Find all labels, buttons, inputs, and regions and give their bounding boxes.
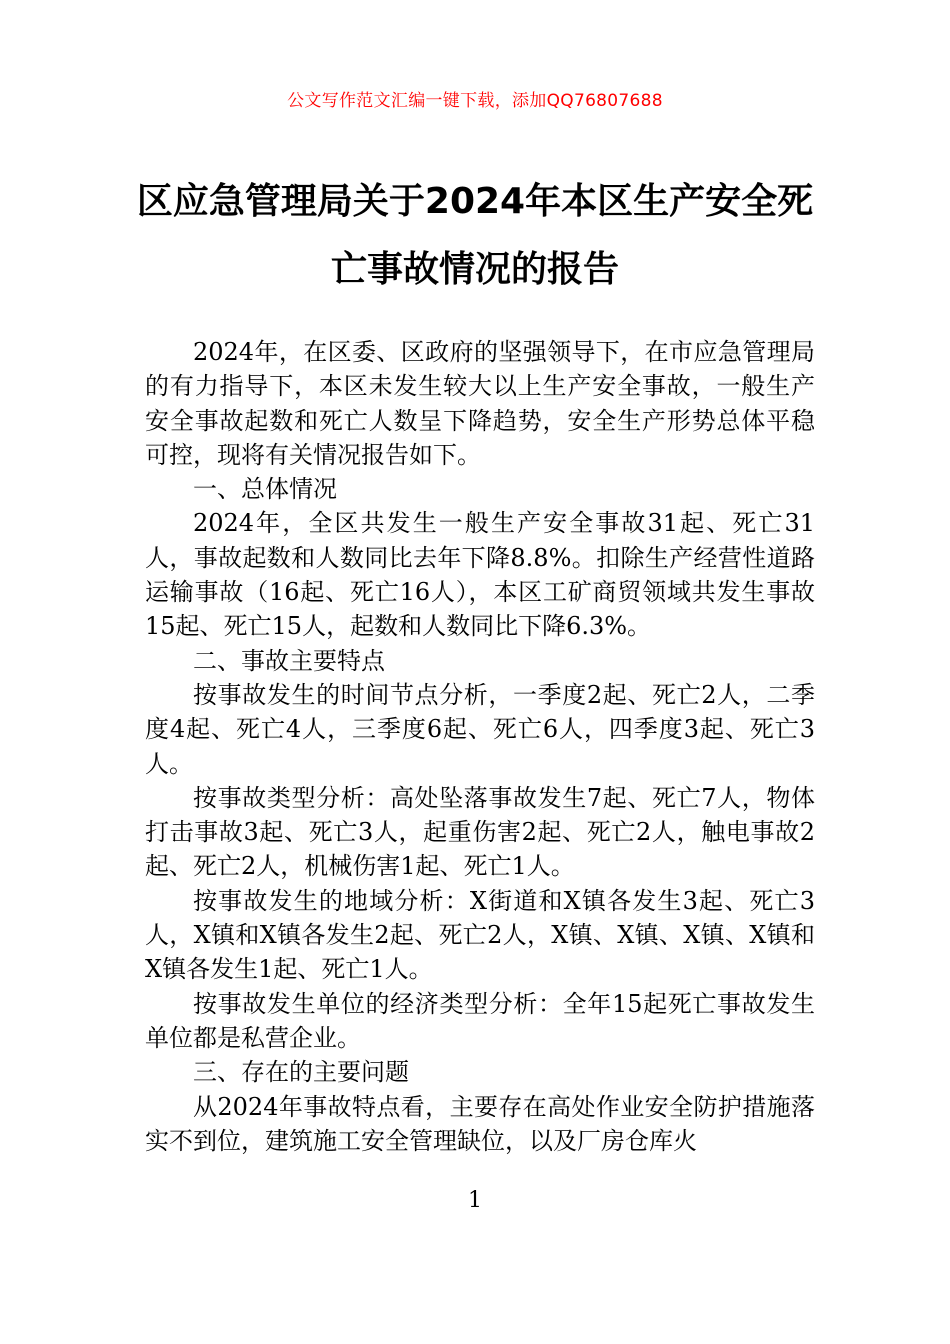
document-title-line-2: 亡事故情况的报告 xyxy=(330,249,619,290)
document-title-line-1: 区应急管理局关于2024年本区生产安全死 xyxy=(136,181,814,222)
type-analysis-paragraph: 按事故类型分析：高处坠落事故发生7起、死亡7人，物体打击事故3起、死亡3人，起重伤害2起、死亡2人，触电事故2起、死亡2人，机械伤害1起、死亡1人。 xyxy=(145,783,815,881)
promo-header: 公文写作范文汇编一键下载，添加QQ76807688 xyxy=(287,91,663,111)
time-analysis-paragraph: 按事故发生的时间节点分析，一季度2起、死亡2人，二季度4起、死亡4人，三季度6起、死亡6人，四季度3起、死亡3人。 xyxy=(145,680,815,778)
section-heading-features: 二、事故主要特点 xyxy=(193,646,385,675)
overview-paragraph: 2024年，全区共发生一般生产安全事故31起、死亡31人，事故起数和人数同比去年下降8.8%。扣除生产经营性道路运输事故（16起、死亡16人），本区工矿商贸领域共发生事故15起、死亡15人，起数和人数同比下降6.3%。 xyxy=(145,509,815,641)
section-heading-problems: 三、存在的主要问题 xyxy=(193,1058,409,1087)
page-number: 1 xyxy=(468,1188,482,1213)
document-title xyxy=(120,168,830,304)
economic-type-paragraph: 按事故发生单位的经济类型分析：全年15起死亡事故发生单位都是私营企业。 xyxy=(145,989,815,1052)
region-analysis-paragraph: 按事故发生的地域分析：X街道和X镇各发生3起、死亡3人，X镇和X镇各发生2起、死亡2人，X镇、X镇、X镇、X镇和X镇各发生1起、死亡1人。 xyxy=(145,886,815,984)
problems-paragraph: 从2024年事故特点看，主要存在高处作业安全防护措施落实不到位，建筑施工安全管理缺位，以及厂房仓库火 xyxy=(145,1092,815,1155)
intro-paragraph: 2024年，在区委、区政府的坚强领导下，在市应急管理局的有力指导下，本区未发生较大以上生产安全事故，一般生产安全事故起数和死亡人数呈下降趋势，安全生产形势总体平稳可控，现将有关情况报告如下。 xyxy=(145,338,815,469)
section-heading-overview: 一、总体情况 xyxy=(193,475,337,504)
document-body xyxy=(145,335,815,1158)
